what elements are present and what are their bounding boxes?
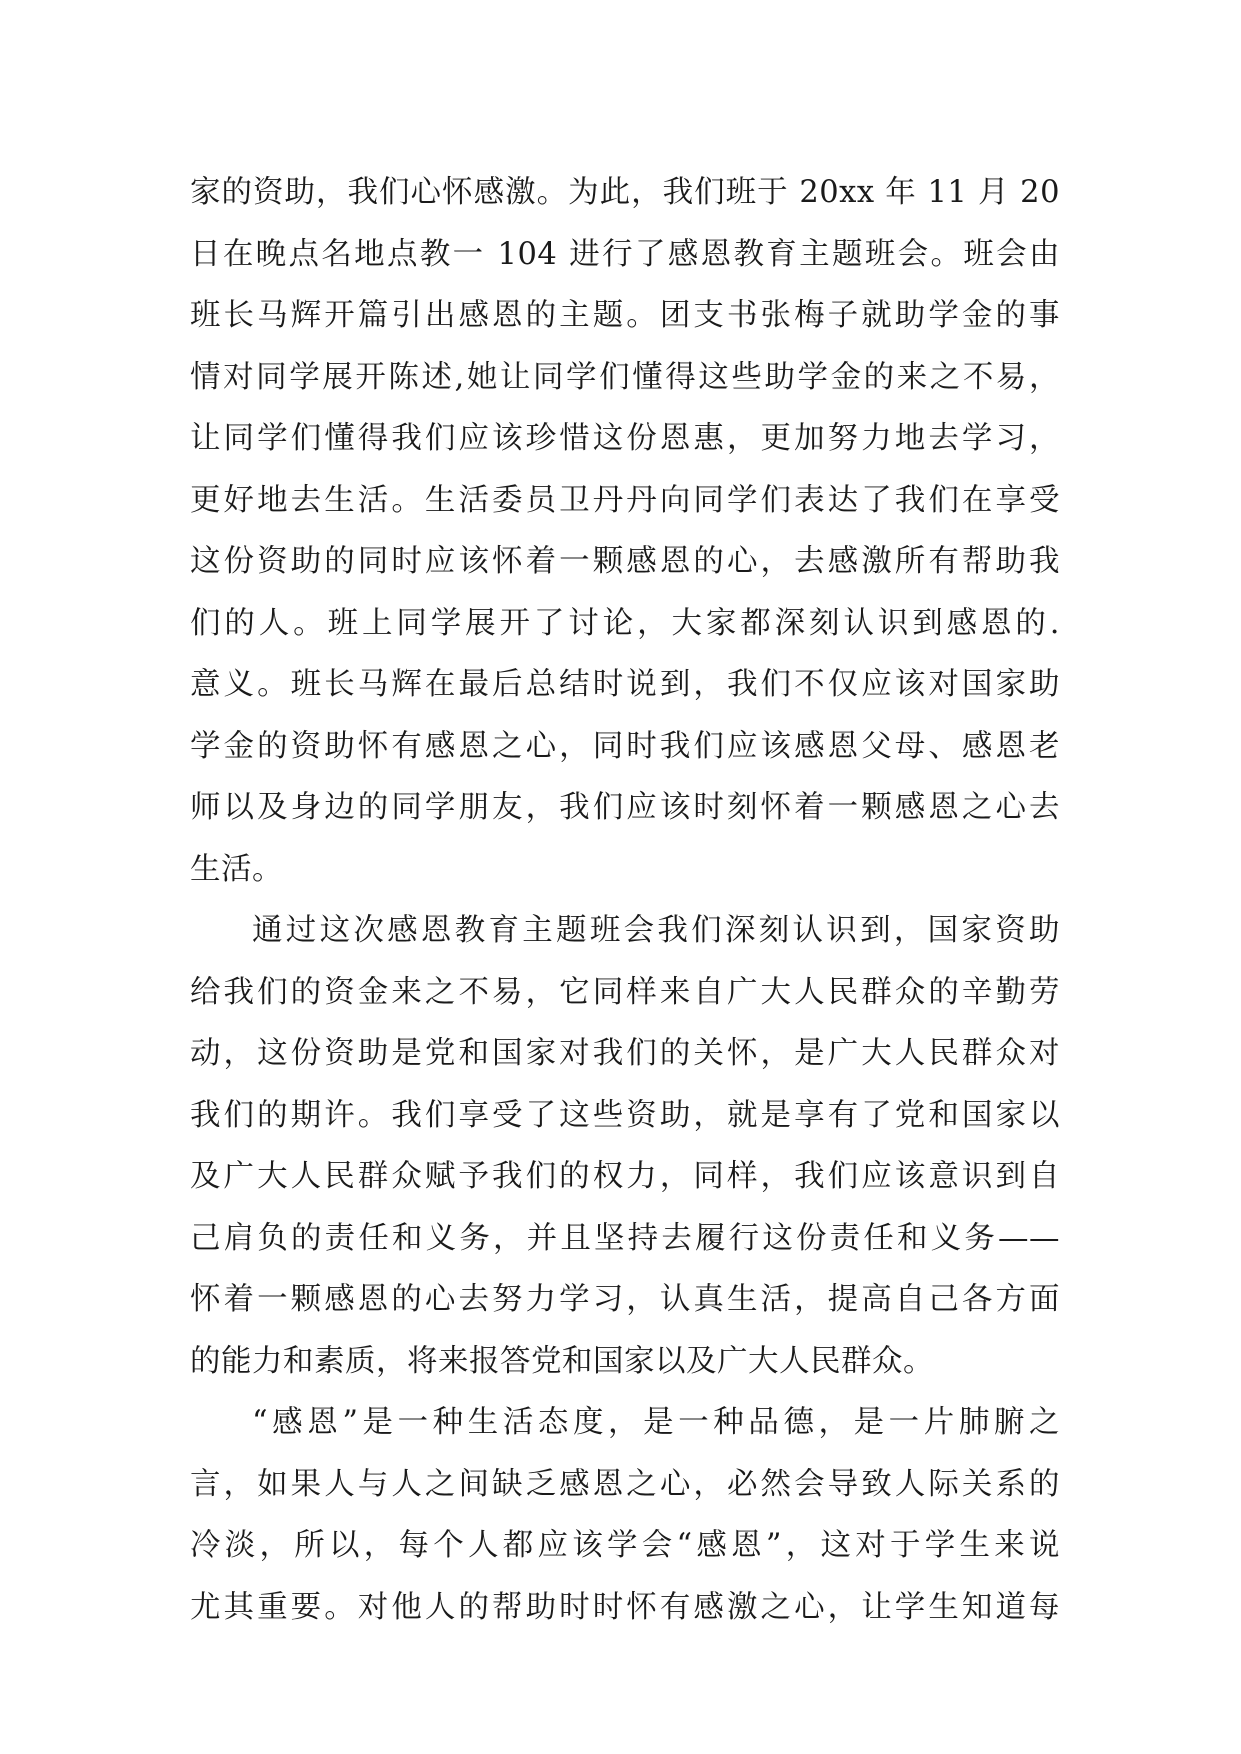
text-line: 动，这份资助是党和国家对我们的关怀，是广大人民群众对 — [190, 1036, 1060, 1071]
text-line: 生活。 — [190, 851, 283, 887]
text-line: 及广大人民群众赋予我们的权力，同样，我们应该意识到自 — [190, 1159, 1060, 1194]
text-line: 的能力和素质，将来报答党和国家以及广大人民群众。 — [190, 1343, 934, 1379]
text-line: 日在晚点名地点教一 104 进行了感恩教育主题班会。班会由 — [190, 236, 1060, 272]
text-line: 怀着一颗感恩的心去努力学习，认真生活，提高自己各方面 — [190, 1282, 1060, 1317]
text-line: 让同学们懂得我们应该珍惜这份恩惠，更加努力地去学习， — [190, 421, 1060, 456]
text-line: 己肩负的责任和义务，并且坚持去履行这份责任和义务—— — [190, 1220, 1060, 1256]
text-line: 通过这次感恩教育主题班会我们深刻认识到，国家资助 — [252, 913, 1060, 948]
text-line: 师以及身边的同学朋友，我们应该时刻怀着一颗感恩之心去 — [190, 790, 1060, 825]
document-body — [190, 162, 1060, 1638]
text-line: 家的资助，我们心怀感激。为此，我们班于 20xx 年 11 月 20 — [190, 175, 1060, 210]
text-line: 冷淡，所以，每个人都应该学会“感恩”，这对于学生来说 — [190, 1528, 1060, 1563]
text-line: 情对同学展开陈述,她让同学们懂得这些助学金的来之不易， — [190, 359, 1060, 395]
text-line: “感恩”是一种生活态度，是一种品德，是一片肺腑之 — [252, 1405, 1060, 1440]
text-line: 我们的期许。我们享受了这些资助，就是享有了党和国家以 — [190, 1097, 1060, 1133]
text-line: 班长马辉开篇引出感恩的主题。团支书张梅子就助学金的事 — [190, 298, 1060, 333]
text-line: 们的人。班上同学展开了讨论，大家都深刻认识到感恩的. — [190, 605, 1060, 641]
text-line: 言，如果人与人之间缺乏感恩之心，必然会导致人际关系的 — [190, 1466, 1060, 1502]
text-line: 更好地去生活。生活委员卫丹丹向同学们表达了我们在享受 — [190, 482, 1060, 518]
text-line: 意义。班长马辉在最后总结时说到，我们不仅应该对国家助 — [190, 667, 1060, 702]
text-line: 尤其重要。对他人的帮助时时怀有感激之心，让学生知道每 — [190, 1589, 1060, 1625]
text-line: 这份资助的同时应该怀着一颗感恩的心，去感激所有帮助我 — [190, 544, 1060, 579]
text-line: 给我们的资金来之不易，它同样来自广大人民群众的辛勤劳 — [190, 974, 1060, 1010]
text-line: 学金的资助怀有感恩之心，同时我们应该感恩父母、感恩老 — [190, 728, 1060, 764]
